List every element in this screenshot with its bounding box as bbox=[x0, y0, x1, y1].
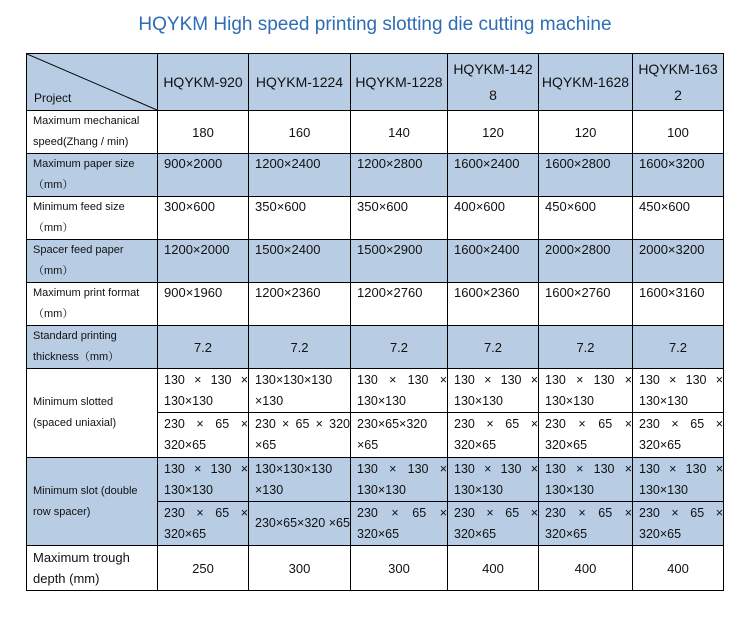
model-header: HQYKM-920 bbox=[158, 54, 249, 111]
value-cell: 1200×2800 bbox=[351, 154, 448, 197]
value-cell: 400×600 bbox=[448, 197, 539, 240]
value-cell: 230 × 65 × 320×65 bbox=[448, 502, 539, 546]
value-cell: 1200×2000 bbox=[158, 240, 249, 283]
corner-label: Project bbox=[34, 91, 72, 105]
value-cell: 230 × 65 × 320×65 bbox=[539, 502, 633, 546]
value-cell: 2000×3200 bbox=[633, 240, 724, 283]
value-cell: 130×130×130 ×130 bbox=[249, 369, 351, 413]
value-cell: 7.2 bbox=[448, 326, 539, 369]
value-cell: 1600×2400 bbox=[448, 154, 539, 197]
row-label: Standard printing thickness（mm） bbox=[27, 326, 158, 369]
value-cell: 900×1960 bbox=[158, 283, 249, 326]
slotted-row-top bbox=[27, 369, 724, 413]
value-cell: 130 × 130 × 130×130 bbox=[539, 458, 633, 502]
row-label: Minimum slot (double row spacer) bbox=[27, 458, 158, 546]
value-cell: 1600×2400 bbox=[448, 240, 539, 283]
value-cell: 7.2 bbox=[539, 326, 633, 369]
value-cell: 300 bbox=[249, 546, 351, 591]
value-cell: 400 bbox=[633, 546, 724, 591]
value-cell: 130 × 130 × 130×130 bbox=[351, 369, 448, 413]
row-label: Minimum slotted (spaced uniaxial) bbox=[27, 369, 158, 458]
value-cell: 450×600 bbox=[539, 197, 633, 240]
value-cell: 1500×2400 bbox=[249, 240, 351, 283]
feed-size-row bbox=[27, 197, 724, 240]
model-header: HQYKM-1628 bbox=[539, 54, 633, 111]
row-label: Maximum paper size （mm） bbox=[27, 154, 158, 197]
value-cell: 1200×2760 bbox=[351, 283, 448, 326]
model-header: HQYKM-1428 bbox=[448, 54, 539, 111]
value-cell: 1600×3160 bbox=[633, 283, 724, 326]
slot-double-row-top bbox=[27, 458, 724, 502]
value-cell: 130 × 130 × 130×130 bbox=[158, 369, 249, 413]
value-cell: 350×600 bbox=[249, 197, 351, 240]
value-cell: 130×130×130 ×130 bbox=[249, 458, 351, 502]
value-cell: 400 bbox=[539, 546, 633, 591]
value-cell: 2000×2800 bbox=[539, 240, 633, 283]
value-cell: 250 bbox=[158, 546, 249, 591]
value-cell: 230 × 65 × 320×65 bbox=[633, 502, 724, 546]
value-cell: 130 × 130 × 130×130 bbox=[448, 369, 539, 413]
value-cell: 1500×2900 bbox=[351, 240, 448, 283]
value-cell: 230×65×320 ×65 bbox=[351, 413, 448, 458]
value-cell: 7.2 bbox=[633, 326, 724, 369]
row-label: Maximum trough depth (mm) bbox=[27, 546, 158, 591]
value-cell: 400 bbox=[448, 546, 539, 591]
value-cell: 230×65×320 ×65 bbox=[249, 502, 351, 546]
value-cell: 1200×2400 bbox=[249, 154, 351, 197]
value-cell: 230 × 65 × 320×65 bbox=[351, 502, 448, 546]
speed-row bbox=[27, 111, 724, 154]
value-cell: 7.2 bbox=[158, 326, 249, 369]
row-label: Spacer feed paper （mm） bbox=[27, 240, 158, 283]
value-cell: 230 × 65 × 320×65 bbox=[448, 413, 539, 458]
value-cell: 230 × 65 × 320×65 bbox=[158, 413, 249, 458]
value-cell: 300×600 bbox=[158, 197, 249, 240]
value-cell: 160 bbox=[249, 111, 351, 154]
value-cell: 130 × 130 × 130×130 bbox=[448, 458, 539, 502]
model-header: HQYKM-1228 bbox=[351, 54, 448, 111]
trough-depth-row bbox=[27, 546, 724, 591]
value-cell: 180 bbox=[158, 111, 249, 154]
corner-cell bbox=[27, 54, 158, 111]
value-cell: 130 × 130 × 130×130 bbox=[633, 458, 724, 502]
value-cell: 7.2 bbox=[249, 326, 351, 369]
value-cell: 350×600 bbox=[351, 197, 448, 240]
header-row bbox=[27, 54, 724, 111]
value-cell: 1600×2760 bbox=[539, 283, 633, 326]
value-cell: 1600×3200 bbox=[633, 154, 724, 197]
spec-table bbox=[26, 53, 724, 591]
value-cell: 120 bbox=[448, 111, 539, 154]
value-cell: 130 × 130 × 130×130 bbox=[351, 458, 448, 502]
spacer-feed-row bbox=[27, 240, 724, 283]
page-title: HQYKM High speed printing slotting die cutting machine bbox=[138, 14, 612, 35]
row-label: Maximum mechanical speed(Zhang / min) bbox=[27, 111, 158, 154]
value-cell: 130 × 130 × 130×130 bbox=[539, 369, 633, 413]
value-cell: 140 bbox=[351, 111, 448, 154]
value-cell: 120 bbox=[539, 111, 633, 154]
value-cell: 230 × 65 × 320×65 bbox=[633, 413, 724, 458]
value-cell: 230 × 65 × 320 ×65 bbox=[249, 413, 351, 458]
value-cell: 900×2000 bbox=[158, 154, 249, 197]
value-cell: 100 bbox=[633, 111, 724, 154]
thickness-row bbox=[27, 326, 724, 369]
paper-size-row bbox=[27, 154, 724, 197]
model-header: HQYKM-1632 bbox=[633, 54, 724, 111]
value-cell: 230 × 65 × 320×65 bbox=[539, 413, 633, 458]
row-label: Maximum print format （mm） bbox=[27, 283, 158, 326]
value-cell: 7.2 bbox=[351, 326, 448, 369]
value-cell: 1600×2800 bbox=[539, 154, 633, 197]
value-cell: 130 × 130 × 130×130 bbox=[633, 369, 724, 413]
value-cell: 130 × 130 × 130×130 bbox=[158, 458, 249, 502]
print-format-row bbox=[27, 283, 724, 326]
value-cell: 1200×2360 bbox=[249, 283, 351, 326]
value-cell: 300 bbox=[351, 546, 448, 591]
value-cell: 1600×2360 bbox=[448, 283, 539, 326]
model-header: HQYKM-1224 bbox=[249, 54, 351, 111]
value-cell: 230 × 65 × 320×65 bbox=[158, 502, 249, 546]
row-label: Minimum feed size （mm） bbox=[27, 197, 158, 240]
value-cell: 450×600 bbox=[633, 197, 724, 240]
